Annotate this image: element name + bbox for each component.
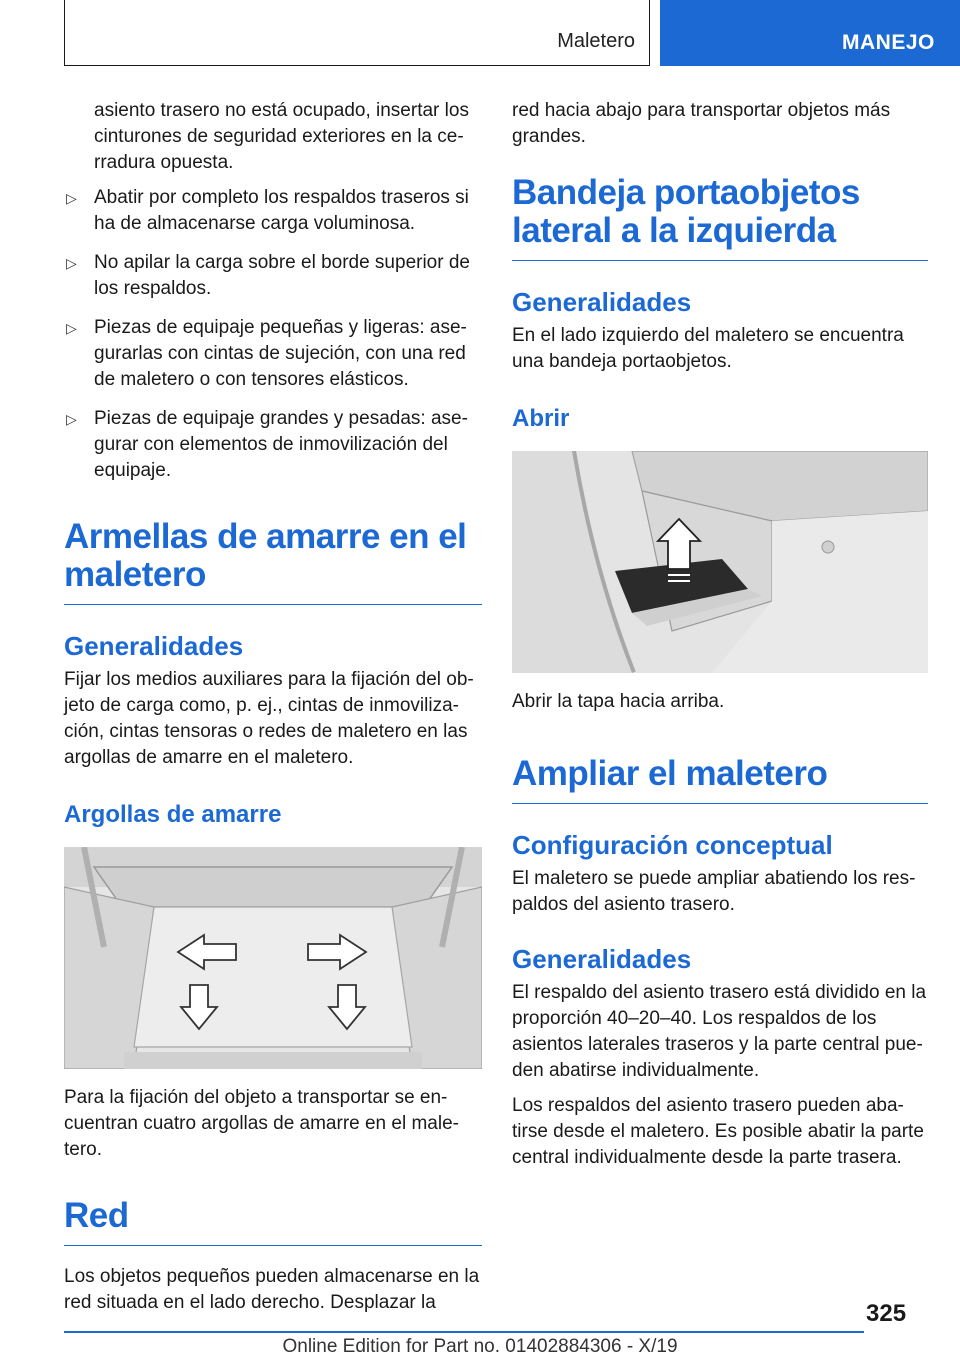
footer-edition-text: Online Edition for Part no. 01402884306 - X/19 xyxy=(282,1336,678,1357)
header-section-title: Maletero xyxy=(557,30,635,52)
heading-generalidades: Generalidades xyxy=(64,631,244,661)
heading-bandeja: Bandeja portaobjetos lateral a la izquierda xyxy=(512,174,928,261)
heading-ampliar: Ampliar el maletero xyxy=(512,755,928,804)
generalidades-text: Fijar los medios auxiliares para la fijación del ob-jeto de carga como, p. ej., cintas de inmoviliza-ción, cintas tensoras o redes de maletero en las argollas de amarre en el maletero. xyxy=(64,669,474,768)
heading-abrir: Abrir xyxy=(512,405,570,432)
page-number: 325 xyxy=(866,1300,907,1327)
intro-continuation-text: asiento trasero no está ocupado, insertar los cinturones de seguridad exteriores en la ce-rradura opuesta. xyxy=(94,100,469,173)
list-item xyxy=(64,250,482,302)
left-column xyxy=(64,98,482,1325)
list-item xyxy=(64,185,482,237)
header-chapter-label: MANEJO xyxy=(842,31,935,54)
list-item-text: Abatir por completo los respaldos traseros si ha de almacenarse carga voluminosa. xyxy=(94,187,469,234)
heading-argollas: Argollas de amarre xyxy=(64,801,282,828)
configuracion-text: El maletero se puede ampliar abatiendo los res-paldos del asiento trasero. xyxy=(512,868,916,915)
generalidades-2-text-1: El respaldo del asiento trasero está dividido en la proporción 40–20–40. Los respaldos de los asientos laterales traseros y la parte central pue-den abatirse individualmente. xyxy=(512,982,927,1081)
list-item-text: Piezas de equipaje pequeñas y ligeras: ase-gurarlas con cintas de sujeción, con una red de maletero o con tensores elásticos. xyxy=(94,317,467,390)
triangle-bullet-icon: ▷ xyxy=(66,320,77,336)
abrir-caption: Abrir la tapa hacia arriba. xyxy=(512,691,725,712)
list-item-text: No apilar la carga sobre el borde superior de los respaldos. xyxy=(94,252,470,299)
argollas-caption: Para la fijación del objeto a transportar se en-cuentran cuatro argollas de amarre en el male-tero. xyxy=(64,1087,459,1160)
red-text: Los objetos pequeños pueden almacenarse en la red situada en el lado derecho. Desplazar la xyxy=(64,1266,480,1313)
generalidades-2-text-2: Los respaldos del asiento trasero pueden aba-tirse desde el maletero. Es posible abatir la parte central individualmente desde la parte trasera. xyxy=(512,1095,924,1168)
heading-generalidades: Generalidades xyxy=(512,287,692,317)
right-column xyxy=(512,98,928,1180)
header-section-box xyxy=(64,0,650,66)
heading-configuracion: Configuración conceptual xyxy=(512,830,833,860)
triangle-bullet-icon: ▷ xyxy=(66,255,77,271)
list-item-text: Piezas de equipaje grandes y pesadas: ase-gurar con elementos de inmovilización del equipaje. xyxy=(94,408,468,481)
trunk-lashing-eyes-image xyxy=(64,847,482,1069)
heading-generalidades-2: Generalidades xyxy=(512,944,692,974)
heading-red: Red xyxy=(64,1197,482,1246)
triangle-bullet-icon: ▷ xyxy=(66,411,77,427)
footer-divider xyxy=(64,1331,864,1333)
list-item xyxy=(64,315,482,393)
red-continuation-text: red hacia abajo para transportar objetos más grandes. xyxy=(512,100,891,147)
generalidades-text: En el lado izquierdo del maletero se encuentra una bandeja portaobjetos. xyxy=(512,325,904,372)
header-chapter-tab[interactable] xyxy=(660,0,960,66)
list-item xyxy=(64,406,482,484)
heading-armellas: Armellas de amarre en el maletero xyxy=(64,518,482,605)
triangle-bullet-icon: ▷ xyxy=(66,190,77,206)
side-storage-tray-image xyxy=(512,451,928,673)
